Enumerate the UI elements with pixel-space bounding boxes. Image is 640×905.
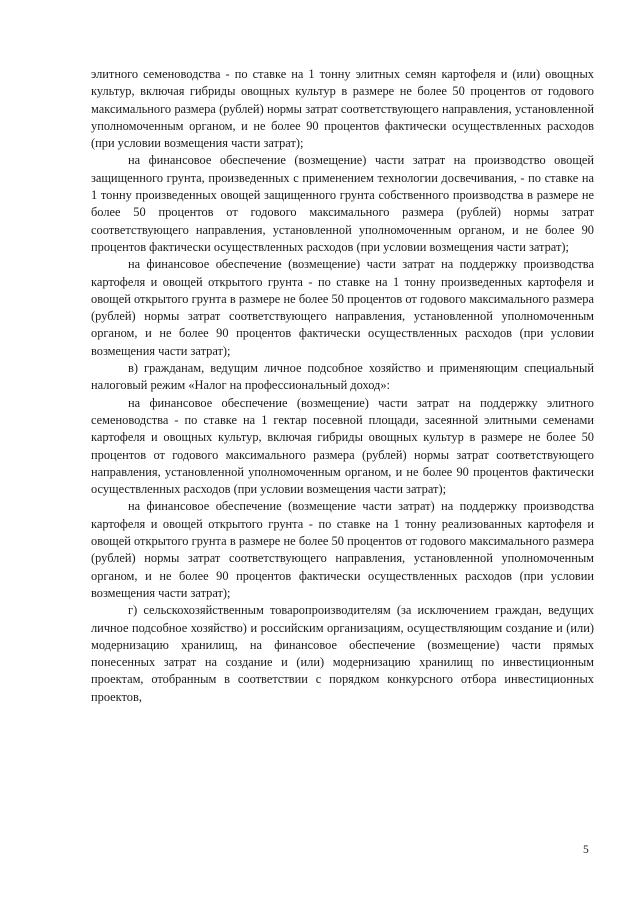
paragraph-section-v-heading: в) гражданам, ведущим личное подсобное хозяйство и применяющим специальный налоговый режим «Налог на профессиональный доход»: <box>91 361 594 393</box>
paragraph-open-ground-sales: на финансовое обеспечение (возмещение части затрат) на поддержку производства картофеля и овощей открытого грунта - по ставке на 1 тонну реализованных картофеля и овощей открытого грунта в размере не более 50 процентов от годового максимального размера (рублей) нормы затрат соответствующего направления, установленной уполномоченным органом, и не более 90 процентов фактически осуществленных расходов (при условии возмещения части затрат); <box>91 499 594 600</box>
document-page-body <box>91 66 594 706</box>
paragraph-open-ground-production: на финансовое обеспечение (возмещение) части затрат на поддержку производства картофеля и овощей открытого грунта - по ставке на 1 тонну произведенных картофеля и овощей открытого грунта в размере не более 50 процентов от годового максимального размера (рублей) нормы затрат соответствующего направления, установленной уполномоченным органом, и не более 90 процентов фактически осуществленных расходов (при условии возмещения части затрат); <box>91 257 594 358</box>
paragraph-section-g-storage: г) сельскохозяйственным товаропроизводителям (за исключением граждан, ведущих личное подсобное хозяйство) и российским организациям, осуществляющим создание и (или) модернизацию хранилищ, на финансовое обеспечение (возмещение) части прямых понесенных затрат на создание и (или) модернизацию хранилищ по инвестиционным проектам, отобранным в соответствии с порядком конкурсного отбора инвестиционных проектов, <box>91 603 594 704</box>
paragraph-elite-seed-continuation: элитного семеноводства - по ставке на 1 тонну элитных семян картофеля и (или) овощных культур, включая гибриды овощных культур в размере не более 50 процентов от годового максимального размера (рублей) нормы затрат соответствующего направления, установленной уполномоченным органом, и не более 90 процентов фактически осуществленных расходов (при условии возмещения части затрат); <box>91 67 594 151</box>
page-number: 5 <box>583 844 589 856</box>
paragraph-elite-seed-hectare: на финансовое обеспечение (возмещение) части затрат на поддержку элитного семеноводства - по ставке на 1 гектар посевной площади, засеянной элитными семенами картофеля и овощных культур, включая гибриды овощных культур в размере не более 50 процентов от годового максимального размера (рублей) нормы затрат соответствующего направления, установленной уполномоченным органом, и не более 90 процентов фактически осуществленных расходов (при условии возмещения части затрат); <box>91 395 594 497</box>
paragraph-greenhouse-vegetables: на финансовое обеспечение (возмещение) части затрат на производство овощей защищенного грунта, произведенных с применением технологии досвечивания, - по ставке на 1 тонну произведенных овощей защищенного грунта собственного производства в размере не более 50 процентов от годового максимального размера (рублей) нормы затрат соответствующего направления, установленной уполномоченным органом, и не более 90 процентов фактически осуществленных расходов (при условии возмещения части затрат); <box>91 153 594 254</box>
